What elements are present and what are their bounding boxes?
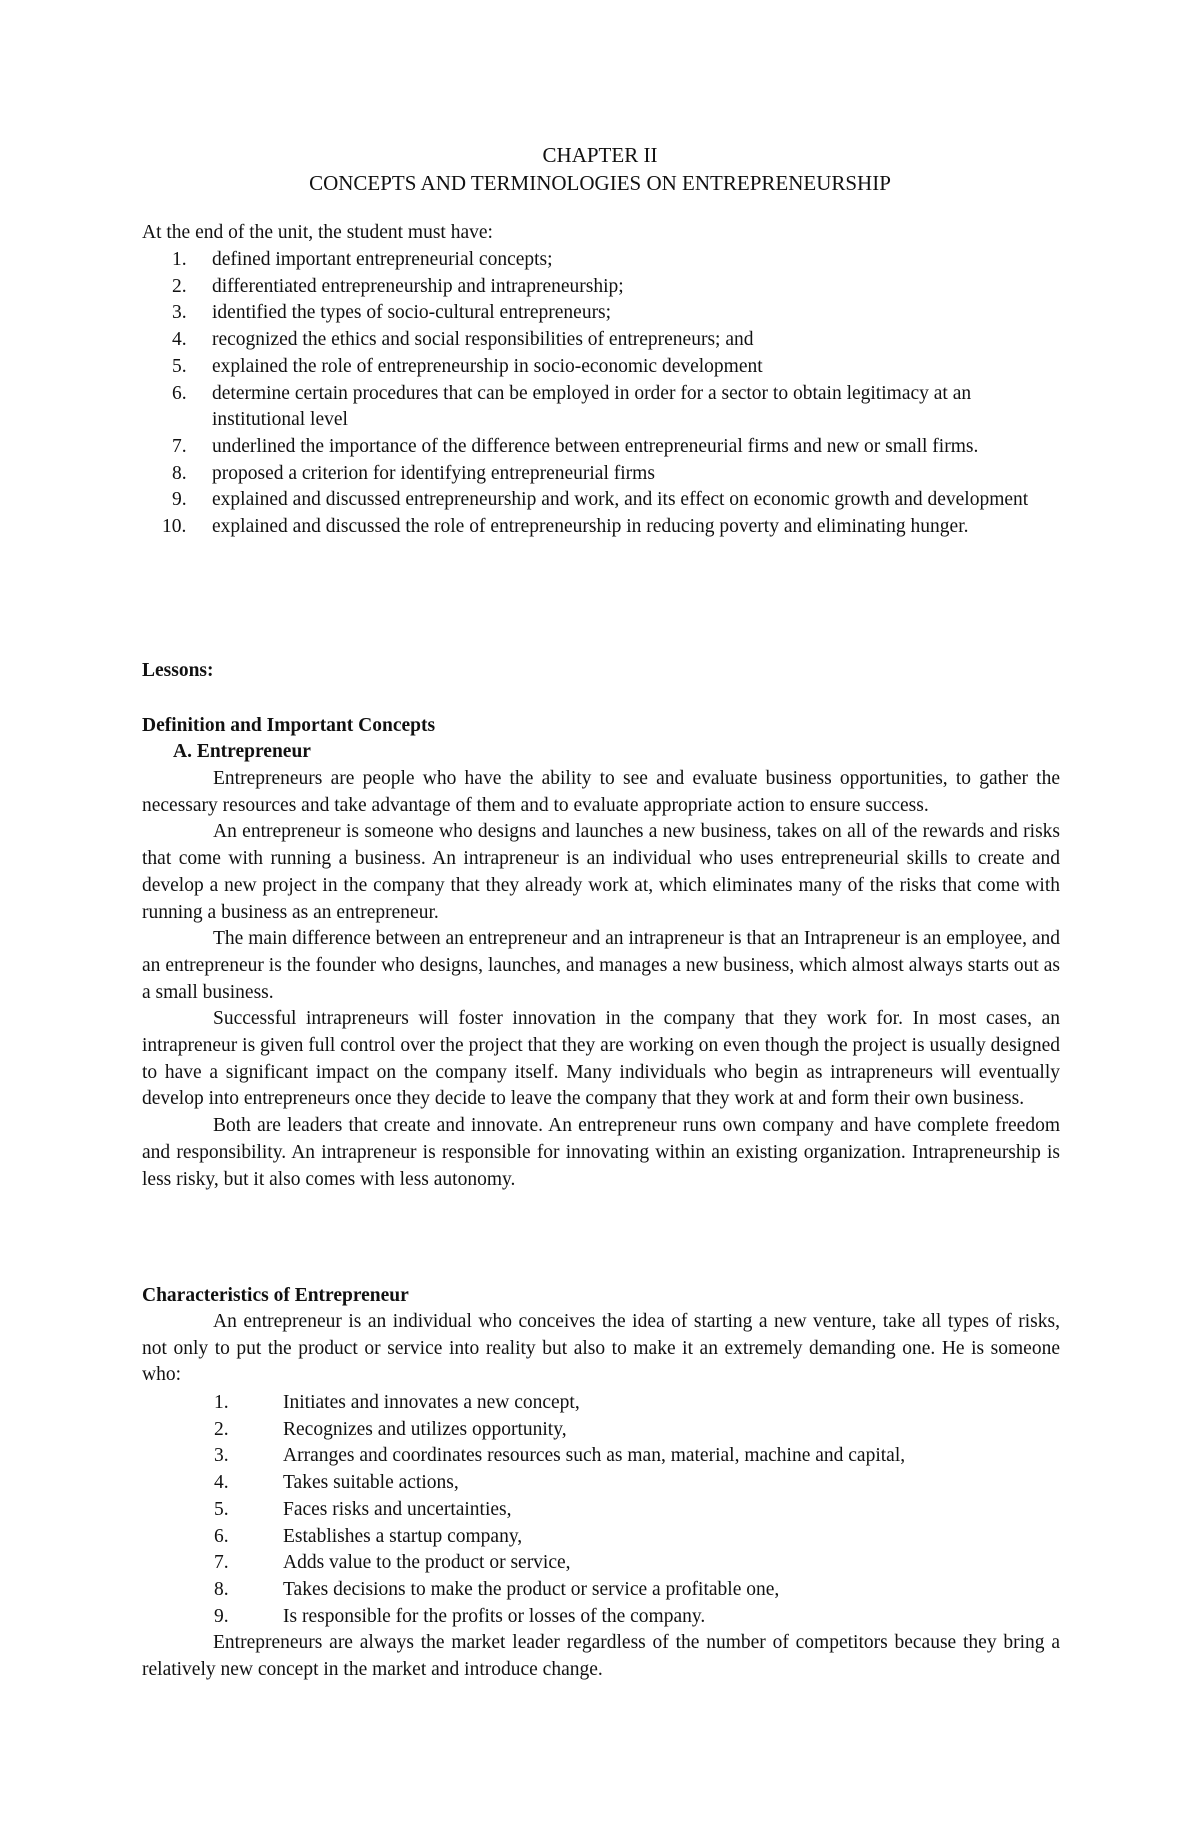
item-text: Adds value to the product or service, bbox=[283, 1552, 571, 1574]
list-item bbox=[142, 1443, 1060, 1470]
paragraph: The main difference between an entrepreneur and an intrapreneur is that an Intrapreneur is an employee, and an entrepreneur is the founder who designs, launches, and manages a new business, which almost always starts out as a small business. bbox=[142, 928, 1060, 1003]
list-item bbox=[140, 300, 1060, 327]
list-item bbox=[140, 487, 1060, 514]
list-item bbox=[140, 274, 1060, 301]
paragraph: Entrepreneurs are people who have the ability to see and evaluate business opportunities, to gather the necessary resources and take advantage of them and to evaluate appropriate action to ensure success. bbox=[142, 768, 1060, 816]
list-item bbox=[140, 247, 1060, 274]
item-number: 7. bbox=[214, 1552, 229, 1574]
list-item bbox=[142, 1604, 1060, 1631]
item-text: underlined the importance of the difference between entrepreneurial firms and new or small firms. bbox=[212, 435, 979, 457]
list-item bbox=[140, 461, 1060, 488]
item-number: 7. bbox=[172, 435, 187, 457]
item-text: defined important entrepreneurial concepts; bbox=[212, 249, 553, 270]
item-number: 5. bbox=[214, 1498, 229, 1520]
item-text: determine certain procedures that can be employed in order for a sector to obtain legitimacy at an institutional level bbox=[212, 382, 972, 431]
item-number: 9. bbox=[172, 489, 187, 511]
paragraph: Both are leaders that create and innovate. An entrepreneur runs own company and have complete freedom and responsibility. An intrapreneur is responsible for innovating within an existing organization. Intrapreneurship is less risky, but it also comes with less autonomy. bbox=[142, 1115, 1060, 1190]
item-number: 1. bbox=[214, 1392, 229, 1413]
list-item bbox=[142, 1470, 1060, 1497]
chapter-subtitle: CONCEPTS AND TERMINOLOGIES ON ENTREPRENEURSHIP bbox=[309, 171, 891, 195]
characteristics-list bbox=[142, 1390, 1060, 1630]
characteristics-title: Characteristics of Entrepreneur bbox=[142, 1285, 409, 1306]
list-item bbox=[140, 354, 1060, 381]
section-title: Definition and Important Concepts bbox=[142, 715, 436, 736]
paragraph: An entrepreneur is an individual who conceives the idea of starting a new venture, take all types of risks, not only to put the product or service into reality but also to make it an extremely demanding one. He is someone who: bbox=[142, 1311, 1060, 1386]
chapter-title: CHAPTER II bbox=[542, 143, 658, 167]
item-text: Faces risks and uncertainties, bbox=[283, 1498, 512, 1520]
item-number: 3. bbox=[214, 1445, 229, 1467]
item-number: 4. bbox=[172, 329, 187, 351]
item-text: Arranges and coordinates resources such as man, material, machine and capital, bbox=[283, 1445, 906, 1467]
item-number: 1. bbox=[172, 249, 187, 270]
item-text: Recognizes and utilizes opportunity, bbox=[283, 1418, 567, 1440]
item-text: Takes decisions to make the product or service a profitable one, bbox=[283, 1578, 780, 1600]
item-text: identified the types of socio-cultural entrepreneurs; bbox=[212, 302, 612, 324]
item-number: 5. bbox=[172, 355, 187, 377]
item-number: 2. bbox=[214, 1418, 229, 1440]
item-number: 6. bbox=[214, 1525, 229, 1547]
list-item bbox=[142, 1524, 1060, 1551]
item-text: explained and discussed the role of entrepreneurship in reducing poverty and eliminating hunger. bbox=[212, 516, 969, 538]
list-item bbox=[140, 381, 1060, 434]
item-number: 3. bbox=[172, 302, 187, 324]
item-number: 9. bbox=[214, 1605, 229, 1627]
characteristics-intro-block bbox=[142, 1309, 1060, 1389]
item-text: proposed a criterion for identifying entrepreneurial firms bbox=[212, 462, 655, 484]
item-text: explained the role of entrepreneurship in socio-economic development bbox=[212, 355, 763, 377]
paragraph: Successful intrapreneurs will foster innovation in the company that they work for. In most cases, an intrapreneur is given full control over the project that they are working on even though the project is usually designed to have a significant impact on the company itself. Many individuals who begin as intrapreneurs will eventually develop into entrepreneurs once they decide to leave the company that they work at and form their own business. bbox=[142, 1008, 1060, 1110]
objectives-list bbox=[140, 247, 1060, 541]
item-number: 4. bbox=[214, 1472, 229, 1494]
paragraph: Entrepreneurs are always the market leader regardless of the number of competitors because they bring a relatively new concept in the market and introduce change. bbox=[142, 1632, 1060, 1680]
list-item bbox=[142, 1577, 1060, 1604]
characteristics-closing-block bbox=[142, 1630, 1060, 1683]
item-text: Establishes a startup company, bbox=[283, 1525, 523, 1547]
list-item bbox=[142, 1390, 1060, 1417]
lessons-label: Lessons: bbox=[142, 660, 214, 681]
item-text: recognized the ethics and social responsibilities of entrepreneurs; and bbox=[212, 329, 754, 351]
list-item bbox=[140, 434, 1060, 461]
list-item bbox=[140, 514, 1060, 541]
subsection-title: A. Entrepreneur bbox=[173, 741, 311, 762]
list-item bbox=[142, 1417, 1060, 1444]
item-text: Initiates and innovates a new concept, bbox=[283, 1392, 580, 1413]
item-text: Takes suitable actions, bbox=[283, 1472, 459, 1494]
item-text: Is responsible for the profits or losses of the company. bbox=[283, 1605, 706, 1627]
item-number: 8. bbox=[172, 462, 187, 484]
item-number: 6. bbox=[172, 382, 187, 404]
item-number: 8. bbox=[214, 1578, 229, 1600]
objectives-intro: At the end of the unit, the student must have: bbox=[142, 222, 493, 243]
paragraph: An entrepreneur is someone who designs and launches a new business, takes on all of the rewards and risks that come with running a business. An intrapreneur is an individual who uses entrepreneurial skills to create and develop a new project in the company that they already work at, which eliminates many of the risks that come with running a business as an entrepreneur. bbox=[142, 821, 1060, 923]
item-text: differentiated entrepreneurship and intrapreneurship; bbox=[212, 275, 624, 297]
item-number: 10. bbox=[162, 516, 187, 538]
list-item bbox=[142, 1497, 1060, 1524]
entrepreneur-body bbox=[142, 766, 1060, 1193]
item-text: explained and discussed entrepreneurship and work, and its effect on economic growth and development bbox=[212, 489, 1029, 511]
item-number: 2. bbox=[172, 275, 187, 297]
list-item bbox=[140, 327, 1060, 354]
list-item bbox=[142, 1550, 1060, 1577]
